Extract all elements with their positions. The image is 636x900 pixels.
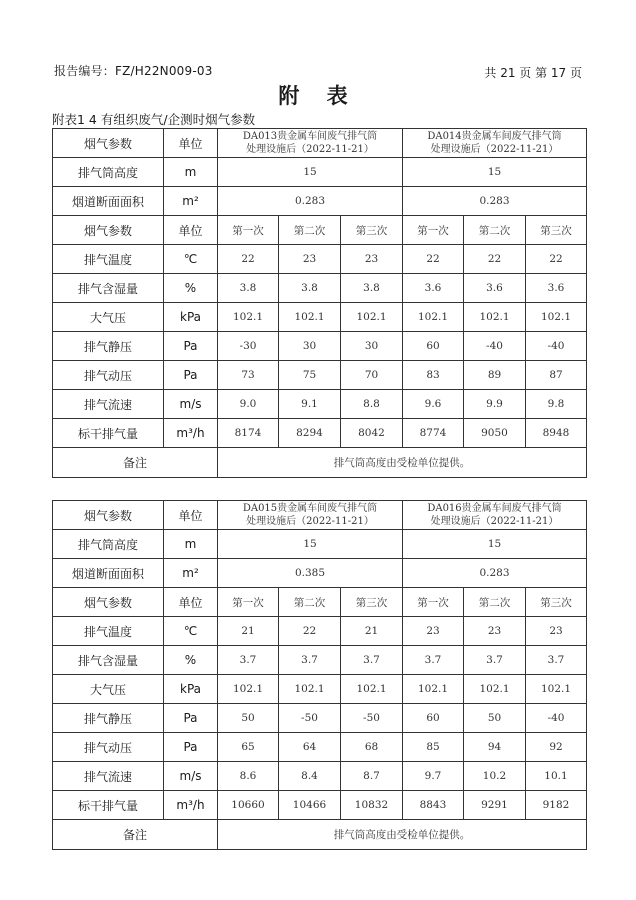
param-value: 8.8	[341, 390, 403, 419]
unit-header: 单位	[164, 129, 218, 158]
param-value: 9.6	[403, 390, 464, 419]
param-value: 22	[464, 245, 526, 274]
param-name: 标干排气量	[53, 791, 164, 820]
param-value: 8774	[403, 419, 464, 448]
param-value: 22	[279, 617, 341, 646]
flue-area-unit: m²	[164, 187, 218, 216]
param-name: 排气静压	[53, 704, 164, 733]
param-value: -50	[341, 704, 403, 733]
param-unit: Pa	[164, 733, 218, 762]
param-unit: %	[164, 646, 218, 675]
stack-height-row	[53, 158, 587, 187]
param-value: 8843	[403, 791, 464, 820]
param-value: 3.8	[341, 274, 403, 303]
run-header: 第二次	[464, 216, 526, 245]
param-value: 3.8	[279, 274, 341, 303]
param-name: 标干排气量	[53, 419, 164, 448]
param-value: 30	[279, 332, 341, 361]
param-value: 8.7	[341, 762, 403, 791]
param-value: -40	[526, 704, 587, 733]
param-value: -40	[464, 332, 526, 361]
stack-height-label: 排气筒高度	[53, 530, 164, 559]
param-unit: kPa	[164, 303, 218, 332]
table-row	[53, 390, 587, 419]
flue-area-label: 烟道断面面积	[53, 559, 164, 588]
param-unit: ℃	[164, 245, 218, 274]
param-value: 102.1	[464, 675, 526, 704]
param-value: 102.1	[403, 675, 464, 704]
unit-header: 单位	[164, 216, 218, 245]
page-info: 共 21 页 第 17 页	[484, 66, 582, 80]
param-value: 8042	[341, 419, 403, 448]
location-b	[403, 501, 587, 530]
param-value: 60	[403, 704, 464, 733]
stack-height-row	[53, 530, 587, 559]
param-value: 89	[464, 361, 526, 390]
param-value: 3.7	[218, 646, 279, 675]
stack-height-unit: m	[164, 158, 218, 187]
flue-gas-table-1	[52, 128, 587, 478]
param-value: 8.4	[279, 762, 341, 791]
param-value: 75	[279, 361, 341, 390]
stack-height-label: 排气筒高度	[53, 158, 164, 187]
param-unit: m/s	[164, 762, 218, 791]
param-value: 3.6	[526, 274, 587, 303]
param-value: 50	[218, 704, 279, 733]
flue-gas-table-2	[52, 500, 587, 850]
param-value: 102.1	[279, 675, 341, 704]
run-header-row	[53, 588, 587, 617]
note-label: 备注	[53, 820, 218, 850]
param-name: 排气动压	[53, 733, 164, 762]
flue-area-row	[53, 187, 587, 216]
param-value: 83	[403, 361, 464, 390]
param-value: 3.7	[403, 646, 464, 675]
param-value: 8.6	[218, 762, 279, 791]
table-row	[53, 733, 587, 762]
param-value: 22	[403, 245, 464, 274]
param-value: 10.1	[526, 762, 587, 791]
param-name: 排气含湿量	[53, 274, 164, 303]
param-value: 23	[341, 245, 403, 274]
table-row	[53, 646, 587, 675]
param-value: 23	[279, 245, 341, 274]
param-value: 9.9	[464, 390, 526, 419]
param-value: -40	[526, 332, 587, 361]
note-row	[53, 448, 587, 478]
param-name: 排气流速	[53, 762, 164, 791]
param-value: 9182	[526, 791, 587, 820]
param-value: 23	[526, 617, 587, 646]
param-header: 烟气参数	[53, 501, 164, 530]
flue-area-row	[53, 559, 587, 588]
param-value: 3.7	[341, 646, 403, 675]
run-header: 第三次	[341, 588, 403, 617]
stack-height-b: 15	[403, 158, 587, 187]
param-unit: m³/h	[164, 791, 218, 820]
param-header: 烟气参数	[53, 129, 164, 158]
param-value: 21	[218, 617, 279, 646]
param-value: 94	[464, 733, 526, 762]
param-unit: Pa	[164, 332, 218, 361]
param-unit: kPa	[164, 675, 218, 704]
param-value: 23	[464, 617, 526, 646]
table-row	[53, 245, 587, 274]
param-name: 排气含湿量	[53, 646, 164, 675]
param-value: 3.7	[526, 646, 587, 675]
page-title: 附 表	[278, 84, 358, 108]
flue-area-unit: m²	[164, 559, 218, 588]
param-value: 10.2	[464, 762, 526, 791]
param-name: 排气温度	[53, 245, 164, 274]
param-value: 102.1	[464, 303, 526, 332]
param-unit: Pa	[164, 704, 218, 733]
param-value: 50	[464, 704, 526, 733]
flue-area-a: 0.385	[218, 559, 403, 588]
run-header: 第一次	[403, 216, 464, 245]
param-name: 大气压	[53, 303, 164, 332]
param-value: 30	[341, 332, 403, 361]
param-value: 8174	[218, 419, 279, 448]
param-value: 3.7	[464, 646, 526, 675]
run-header-row	[53, 216, 587, 245]
stack-height-a: 15	[218, 530, 403, 559]
param-value: 87	[526, 361, 587, 390]
param-value: 60	[403, 332, 464, 361]
run-header: 第一次	[218, 588, 279, 617]
param-name: 排气流速	[53, 390, 164, 419]
param-value: 22	[218, 245, 279, 274]
flue-area-b: 0.283	[403, 187, 587, 216]
param-value: 9.1	[279, 390, 341, 419]
param-header: 烟气参数	[53, 588, 164, 617]
stack-height-b: 15	[403, 530, 587, 559]
table-row	[53, 617, 587, 646]
param-value: 3.6	[403, 274, 464, 303]
param-value: 3.6	[464, 274, 526, 303]
unit-header: 单位	[164, 501, 218, 530]
table-row	[53, 274, 587, 303]
flue-area-b: 0.283	[403, 559, 587, 588]
table-row	[53, 332, 587, 361]
param-value: 68	[341, 733, 403, 762]
location-b	[403, 129, 587, 158]
location-header-row	[53, 501, 587, 530]
location-line: DA014贵金属车间废气排气筒	[427, 131, 562, 142]
param-value: 102.1	[403, 303, 464, 332]
param-unit: ℃	[164, 617, 218, 646]
location-line: 处理设施后（2022-11-21）	[246, 144, 374, 155]
table-row	[53, 791, 587, 820]
param-header: 烟气参数	[53, 216, 164, 245]
location-line: DA015贵金属车间废气排气筒	[242, 503, 378, 514]
table-row	[53, 704, 587, 733]
param-value: 65	[218, 733, 279, 762]
location-line: 处理设施后（2022-11-21）	[430, 144, 559, 155]
param-value: 8948	[526, 419, 587, 448]
param-value: 102.1	[341, 675, 403, 704]
table-row	[53, 762, 587, 791]
param-value: 8294	[279, 419, 341, 448]
param-unit: m³/h	[164, 419, 218, 448]
param-value: 10832	[341, 791, 403, 820]
stack-height-unit: m	[164, 530, 218, 559]
param-value: 23	[403, 617, 464, 646]
note-label: 备注	[53, 448, 218, 478]
table-row	[53, 419, 587, 448]
param-value: 102.1	[526, 675, 587, 704]
location-a	[218, 129, 403, 158]
run-header: 第二次	[464, 588, 526, 617]
param-value: 9291	[464, 791, 526, 820]
location-line: 处理设施后（2022-11-21）	[430, 516, 559, 527]
param-value: 102.1	[218, 303, 279, 332]
param-value: -50	[279, 704, 341, 733]
param-value: 64	[279, 733, 341, 762]
run-header: 第一次	[218, 216, 279, 245]
param-value: 102.1	[341, 303, 403, 332]
table-row	[53, 361, 587, 390]
location-line: 处理设施后（2022-11-21）	[246, 516, 374, 527]
param-value: 9.0	[218, 390, 279, 419]
run-header: 第二次	[279, 216, 341, 245]
param-value: 102.1	[279, 303, 341, 332]
param-value: 102.1	[526, 303, 587, 332]
param-value: 3.8	[218, 274, 279, 303]
param-value: 10660	[218, 791, 279, 820]
unit-header: 单位	[164, 588, 218, 617]
location-line: DA013贵金属车间废气排气筒	[242, 131, 378, 142]
param-unit: %	[164, 274, 218, 303]
run-header: 第三次	[526, 588, 587, 617]
param-value: 85	[403, 733, 464, 762]
flue-area-a: 0.283	[218, 187, 403, 216]
run-header: 第三次	[526, 216, 587, 245]
param-unit: Pa	[164, 361, 218, 390]
note-text: 排气筒高度由受检单位提供。	[218, 448, 587, 478]
flue-area-label: 烟道断面面积	[53, 187, 164, 216]
param-value: 9.7	[403, 762, 464, 791]
param-value: 9050	[464, 419, 526, 448]
param-value: 92	[526, 733, 587, 762]
note-text: 排气筒高度由受检单位提供。	[218, 820, 587, 850]
location-header-row	[53, 129, 587, 158]
param-name: 大气压	[53, 675, 164, 704]
report-number: 报告编号：FZ/H22N009-03	[54, 64, 213, 78]
param-value: 3.7	[279, 646, 341, 675]
location-line: DA016贵金属车间废气排气筒	[427, 503, 562, 514]
param-value: 21	[341, 617, 403, 646]
param-value: 9.8	[526, 390, 587, 419]
stack-height-a: 15	[218, 158, 403, 187]
param-value: 73	[218, 361, 279, 390]
run-header: 第二次	[279, 588, 341, 617]
param-value: -30	[218, 332, 279, 361]
param-value: 102.1	[218, 675, 279, 704]
run-header: 第三次	[341, 216, 403, 245]
run-header: 第一次	[403, 588, 464, 617]
table-row	[53, 675, 587, 704]
param-name: 排气静压	[53, 332, 164, 361]
param-value: 70	[341, 361, 403, 390]
note-row	[53, 820, 587, 850]
table-row	[53, 303, 587, 332]
param-name: 排气温度	[53, 617, 164, 646]
param-value: 22	[526, 245, 587, 274]
location-a	[218, 501, 403, 530]
param-value: 10466	[279, 791, 341, 820]
param-unit: m/s	[164, 390, 218, 419]
table-caption: 附表1 4 有组织废气/企测时烟气参数	[52, 112, 256, 127]
param-name: 排气动压	[53, 361, 164, 390]
